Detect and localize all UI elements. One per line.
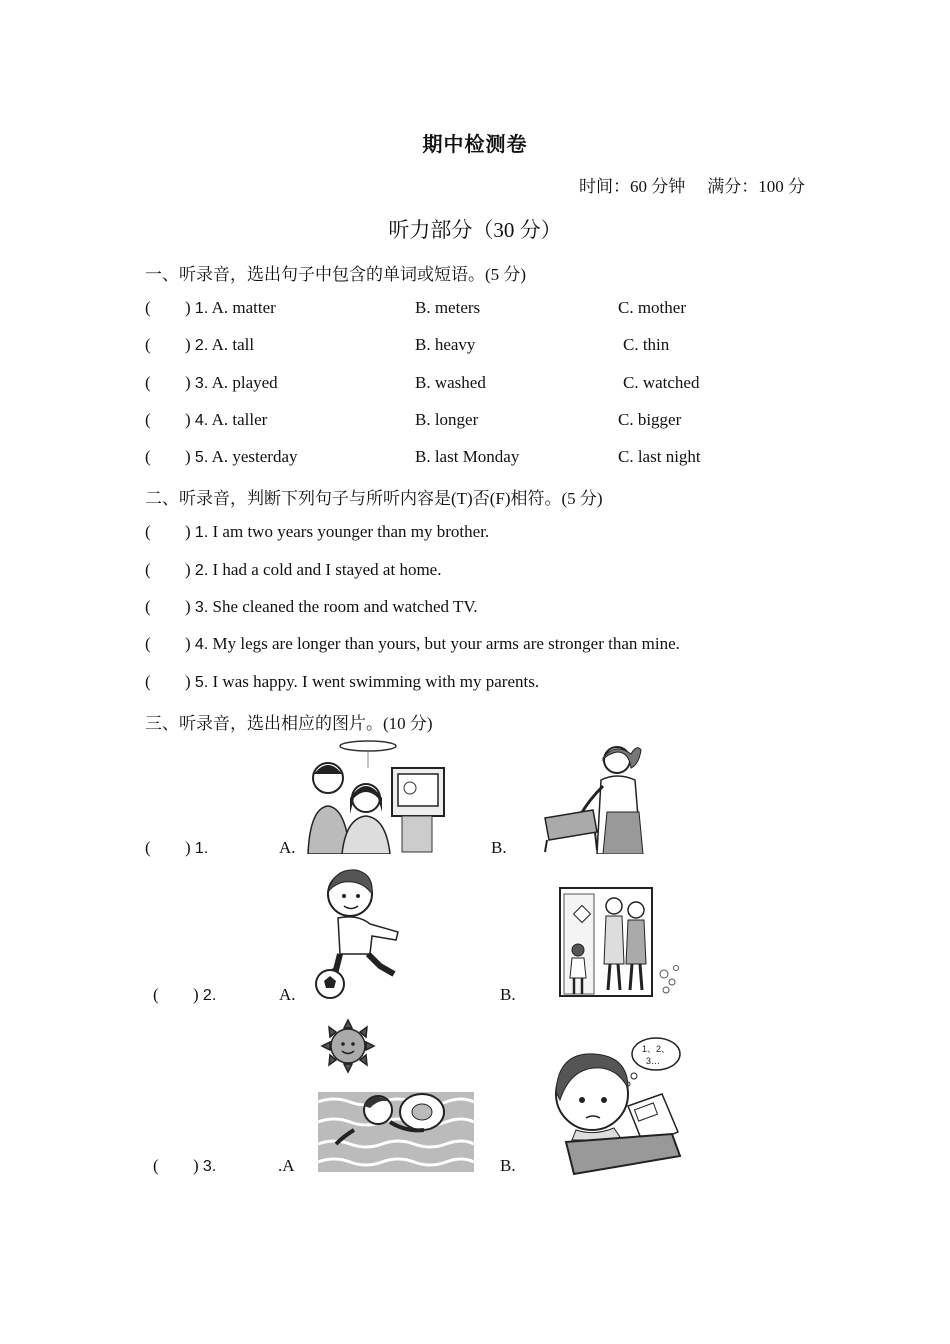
s3-q3-label-b: B.	[500, 1156, 516, 1175]
exam-score: 满分：100 分	[707, 177, 805, 196]
answer-blank[interactable]: (	[145, 447, 151, 466]
s1-q5: ( ) 5. A. yesterday	[145, 447, 298, 466]
s1-q1: ( ) 1. A. matter	[145, 298, 276, 317]
exam-time: 时间：60 分钟	[579, 177, 686, 196]
s3-q2-label-a: A.	[279, 985, 296, 1004]
section1-heading: 一、听录音，选出句子中包含的单词或短语。(5 分)	[145, 265, 527, 284]
exam-meta	[579, 172, 805, 197]
answer-blank[interactable]: (	[153, 985, 159, 1004]
page-title: 期中检测卷	[422, 134, 528, 156]
s1-q1-option-c: C. mother	[618, 298, 686, 317]
s2-q2: ( ) 2. I had a cold and I stayed at home.	[145, 560, 442, 579]
boy-swimming-picture[interactable]	[314, 1018, 476, 1174]
s1-q3-option-b: B. washed	[415, 373, 486, 392]
s3-q1-label-b: B.	[491, 838, 507, 857]
boy-playing-football-picture[interactable]	[310, 866, 406, 1002]
answer-blank[interactable]: (	[145, 597, 151, 616]
s1-q5-option-b: B. last Monday	[415, 447, 520, 466]
s1-q3-option-c: C. watched	[623, 373, 700, 392]
s2-q3: ( ) 3. She cleaned the room and watched TV.	[145, 597, 478, 616]
part-heading: 听力部分（30 分）	[388, 218, 562, 242]
s3-q2-label-b: B.	[500, 985, 516, 1004]
s1-q3: ( ) 3. A. played	[145, 373, 278, 392]
answer-blank[interactable]: (	[145, 560, 151, 579]
svg-text:1、2、: 1、2、	[642, 1044, 671, 1054]
s1-q2-option-b: B. heavy	[415, 335, 476, 354]
answer-blank[interactable]: (	[145, 522, 151, 541]
section2-heading: 二、听录音，判断下列句子与所听内容是(T)否(F)相符。(5 分)	[145, 489, 603, 508]
s1-q4: ( ) 4. A. taller	[145, 410, 268, 429]
s3-q2: ( ) 2.	[153, 985, 217, 1004]
section3-heading: 三、听录音，选出相应的图片。(10 分)	[145, 714, 433, 733]
s2-q4: ( ) 4. My legs are longer than yours, but your arms are stronger than mine.	[145, 634, 680, 653]
answer-blank[interactable]: (	[145, 672, 151, 691]
s2-q5: ( ) 5. I was happy. I went swimming with my parents.	[145, 672, 540, 691]
s2-q1: ( ) 1. I am two years younger than my brother.	[145, 522, 490, 541]
answer-blank[interactable]: (	[145, 634, 151, 653]
svg-text:3…: 3…	[646, 1056, 661, 1066]
family-watching-tv-picture[interactable]	[306, 738, 446, 854]
s3-q3: ( ) 3.	[153, 1156, 217, 1175]
answer-blank[interactable]: (	[145, 298, 151, 317]
girl-cleaning-picture[interactable]	[541, 740, 645, 854]
s3-q3-label-a: .A	[278, 1156, 295, 1175]
s1-q5-option-c: C. last night	[618, 447, 701, 466]
answer-blank[interactable]: (	[145, 410, 151, 429]
s1-q4-option-b: B. longer	[415, 410, 479, 429]
s1-q1-option-b: B. meters	[415, 298, 481, 317]
answer-blank[interactable]: (	[153, 1156, 159, 1175]
s1-q2: ( ) 2. A. tall	[145, 335, 255, 354]
s3-q1: ( ) 1.	[145, 838, 209, 857]
answer-blank[interactable]: (	[145, 838, 151, 857]
s1-q2-option-c: C. thin	[623, 335, 670, 354]
answer-blank[interactable]: (	[145, 373, 151, 392]
boy-doing-math-picture[interactable]	[552, 1036, 684, 1176]
visiting-grandparents-picture[interactable]	[556, 884, 682, 1000]
s3-q1-label-a: A.	[279, 838, 296, 857]
s1-q4-option-c: C. bigger	[618, 410, 682, 429]
answer-blank[interactable]: (	[145, 335, 151, 354]
